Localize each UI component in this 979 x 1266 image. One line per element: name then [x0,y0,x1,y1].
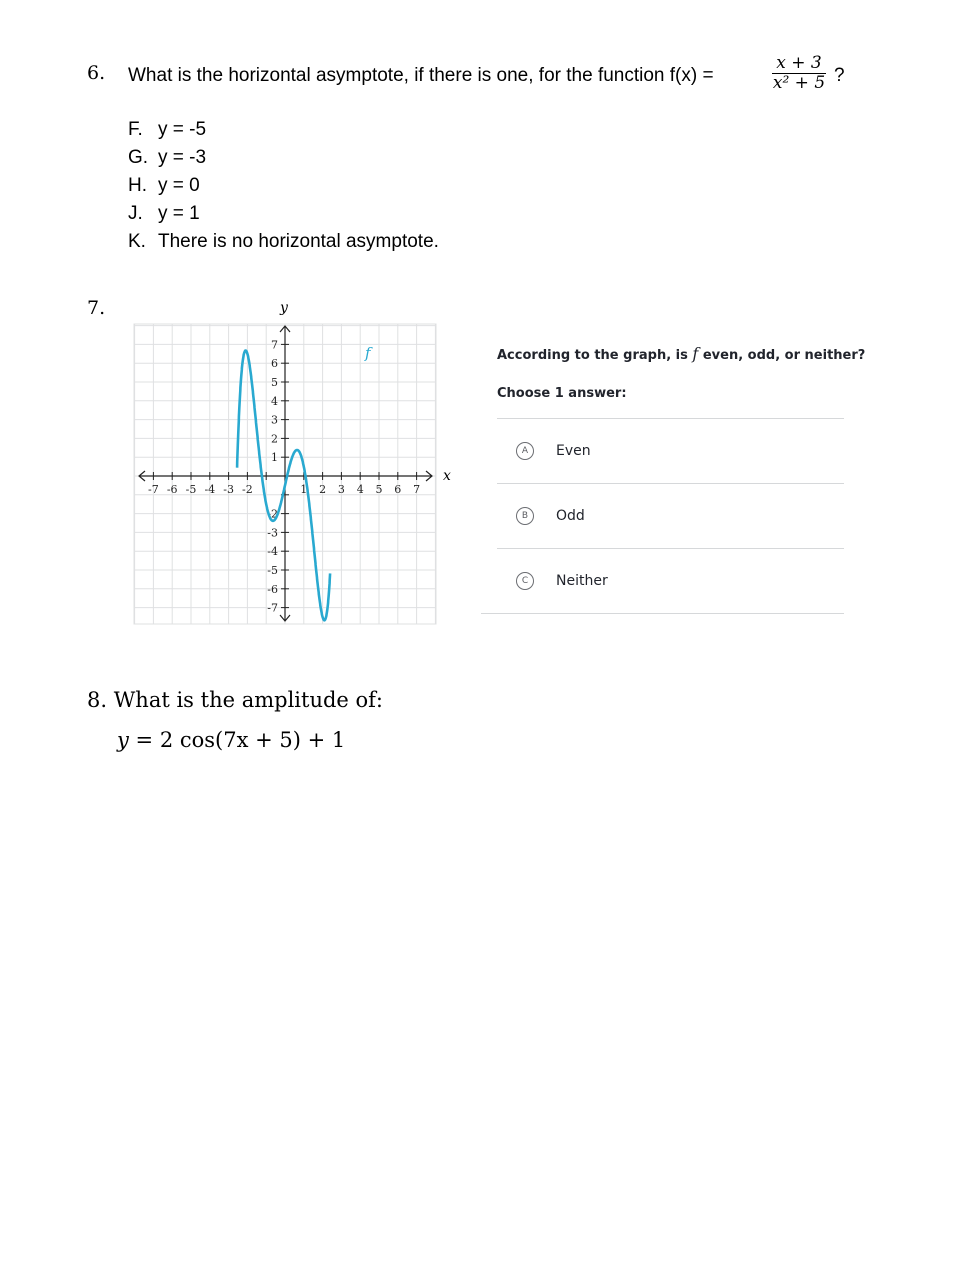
choose-answer-label: Choose 1 answer: [497,386,627,401]
answer-option-neither[interactable] [516,570,608,592]
equation-variable: y [117,728,129,752]
answer-option-even[interactable] [516,440,591,462]
x-tick-label: 2 [319,483,327,496]
answer-bubble-a[interactable]: A [516,442,534,460]
y-tick-label: 7 [271,338,278,352]
choice-text: y = 1 [158,203,200,224]
answer-divider [497,483,844,484]
y-tick-label: 4 [271,394,278,408]
function-label: f [365,344,371,362]
answer-bubble-b[interactable]: B [516,507,534,525]
y-axis-label: y [280,300,288,316]
choice-letter: G. [128,147,149,168]
x-tick-label: 5 [375,483,383,496]
y-tick-label: 5 [271,376,278,389]
choice-H [128,175,200,197]
question-7-prompt [497,344,865,363]
question-7-number: 7. [87,297,106,319]
x-tick-label: -4 [204,483,216,496]
question-6-fraction [770,54,828,93]
choice-letter: J. [128,203,143,224]
y-tick-label: -4 [267,545,278,559]
choice-letter: F. [128,119,143,140]
choice-letter: H. [128,175,147,196]
x-tick-label: -3 [223,483,234,496]
x-tick-label: 6 [394,483,402,496]
answer-divider [497,548,844,549]
x-tick-label: -6 [166,483,178,496]
y-tick-label: -3 [267,526,278,540]
y-tick-label: -2 [267,507,278,521]
answer-label: Odd [556,508,585,524]
y-tick-label: 3 [271,413,278,427]
x-axis-label: x [443,468,451,484]
question-8-text: 8. What is the amplitude of: [87,688,383,712]
equation-body: = 2 cos(7x + 5) + 1 [128,728,346,752]
choice-G [128,147,206,169]
answer-divider [497,418,844,419]
x-tick-label: -2 [242,483,253,496]
x-tick-label: 7 [413,483,421,496]
x-tick-label: -7 [148,483,159,496]
y-tick-label: 2 [271,432,278,446]
choice-J [128,203,200,225]
y-tick-label: 6 [271,357,278,371]
question-6-number: 6. [87,62,106,84]
prompt-function-symbol: f [692,344,699,363]
choice-text: y = -3 [158,147,207,168]
y-tick-label: -7 [267,601,278,615]
answer-bubble-c[interactable]: C [516,572,534,590]
y-tick-label: 1 [271,451,278,465]
answer-label: Neither [556,573,608,589]
x-tick-label: 3 [337,483,345,496]
fraction-numerator: x + 3 [776,53,822,73]
function-graph [120,296,460,636]
choice-text: y = 0 [158,175,200,196]
x-tick-label: -5 [185,483,197,496]
question-6-text: What is the horizontal asymptote, if there is one, for the function f(x) = [128,65,714,86]
x-tick-label: 1 [300,483,308,496]
question-6-question-mark: ? [834,65,845,86]
prompt-text-before: According to the graph, is [497,348,688,363]
choice-K [128,231,439,253]
y-tick-label: -5 [267,564,278,577]
answer-option-odd[interactable] [516,505,585,527]
x-tick-label: 4 [356,483,364,496]
graph-axes [139,326,432,621]
choice-text: There is no horizontal asymptote. [158,231,439,252]
prompt-text-after: even, odd, or neither? [702,348,866,363]
answer-divider [481,613,844,614]
answer-label: Even [556,443,591,459]
y-tick-label: -6 [267,582,278,596]
question-8-equation [117,728,345,752]
choice-F [128,119,206,141]
choice-text: y = -5 [158,119,207,140]
fraction-denominator: x² + 5 [772,73,826,93]
choice-letter: K. [128,231,146,252]
